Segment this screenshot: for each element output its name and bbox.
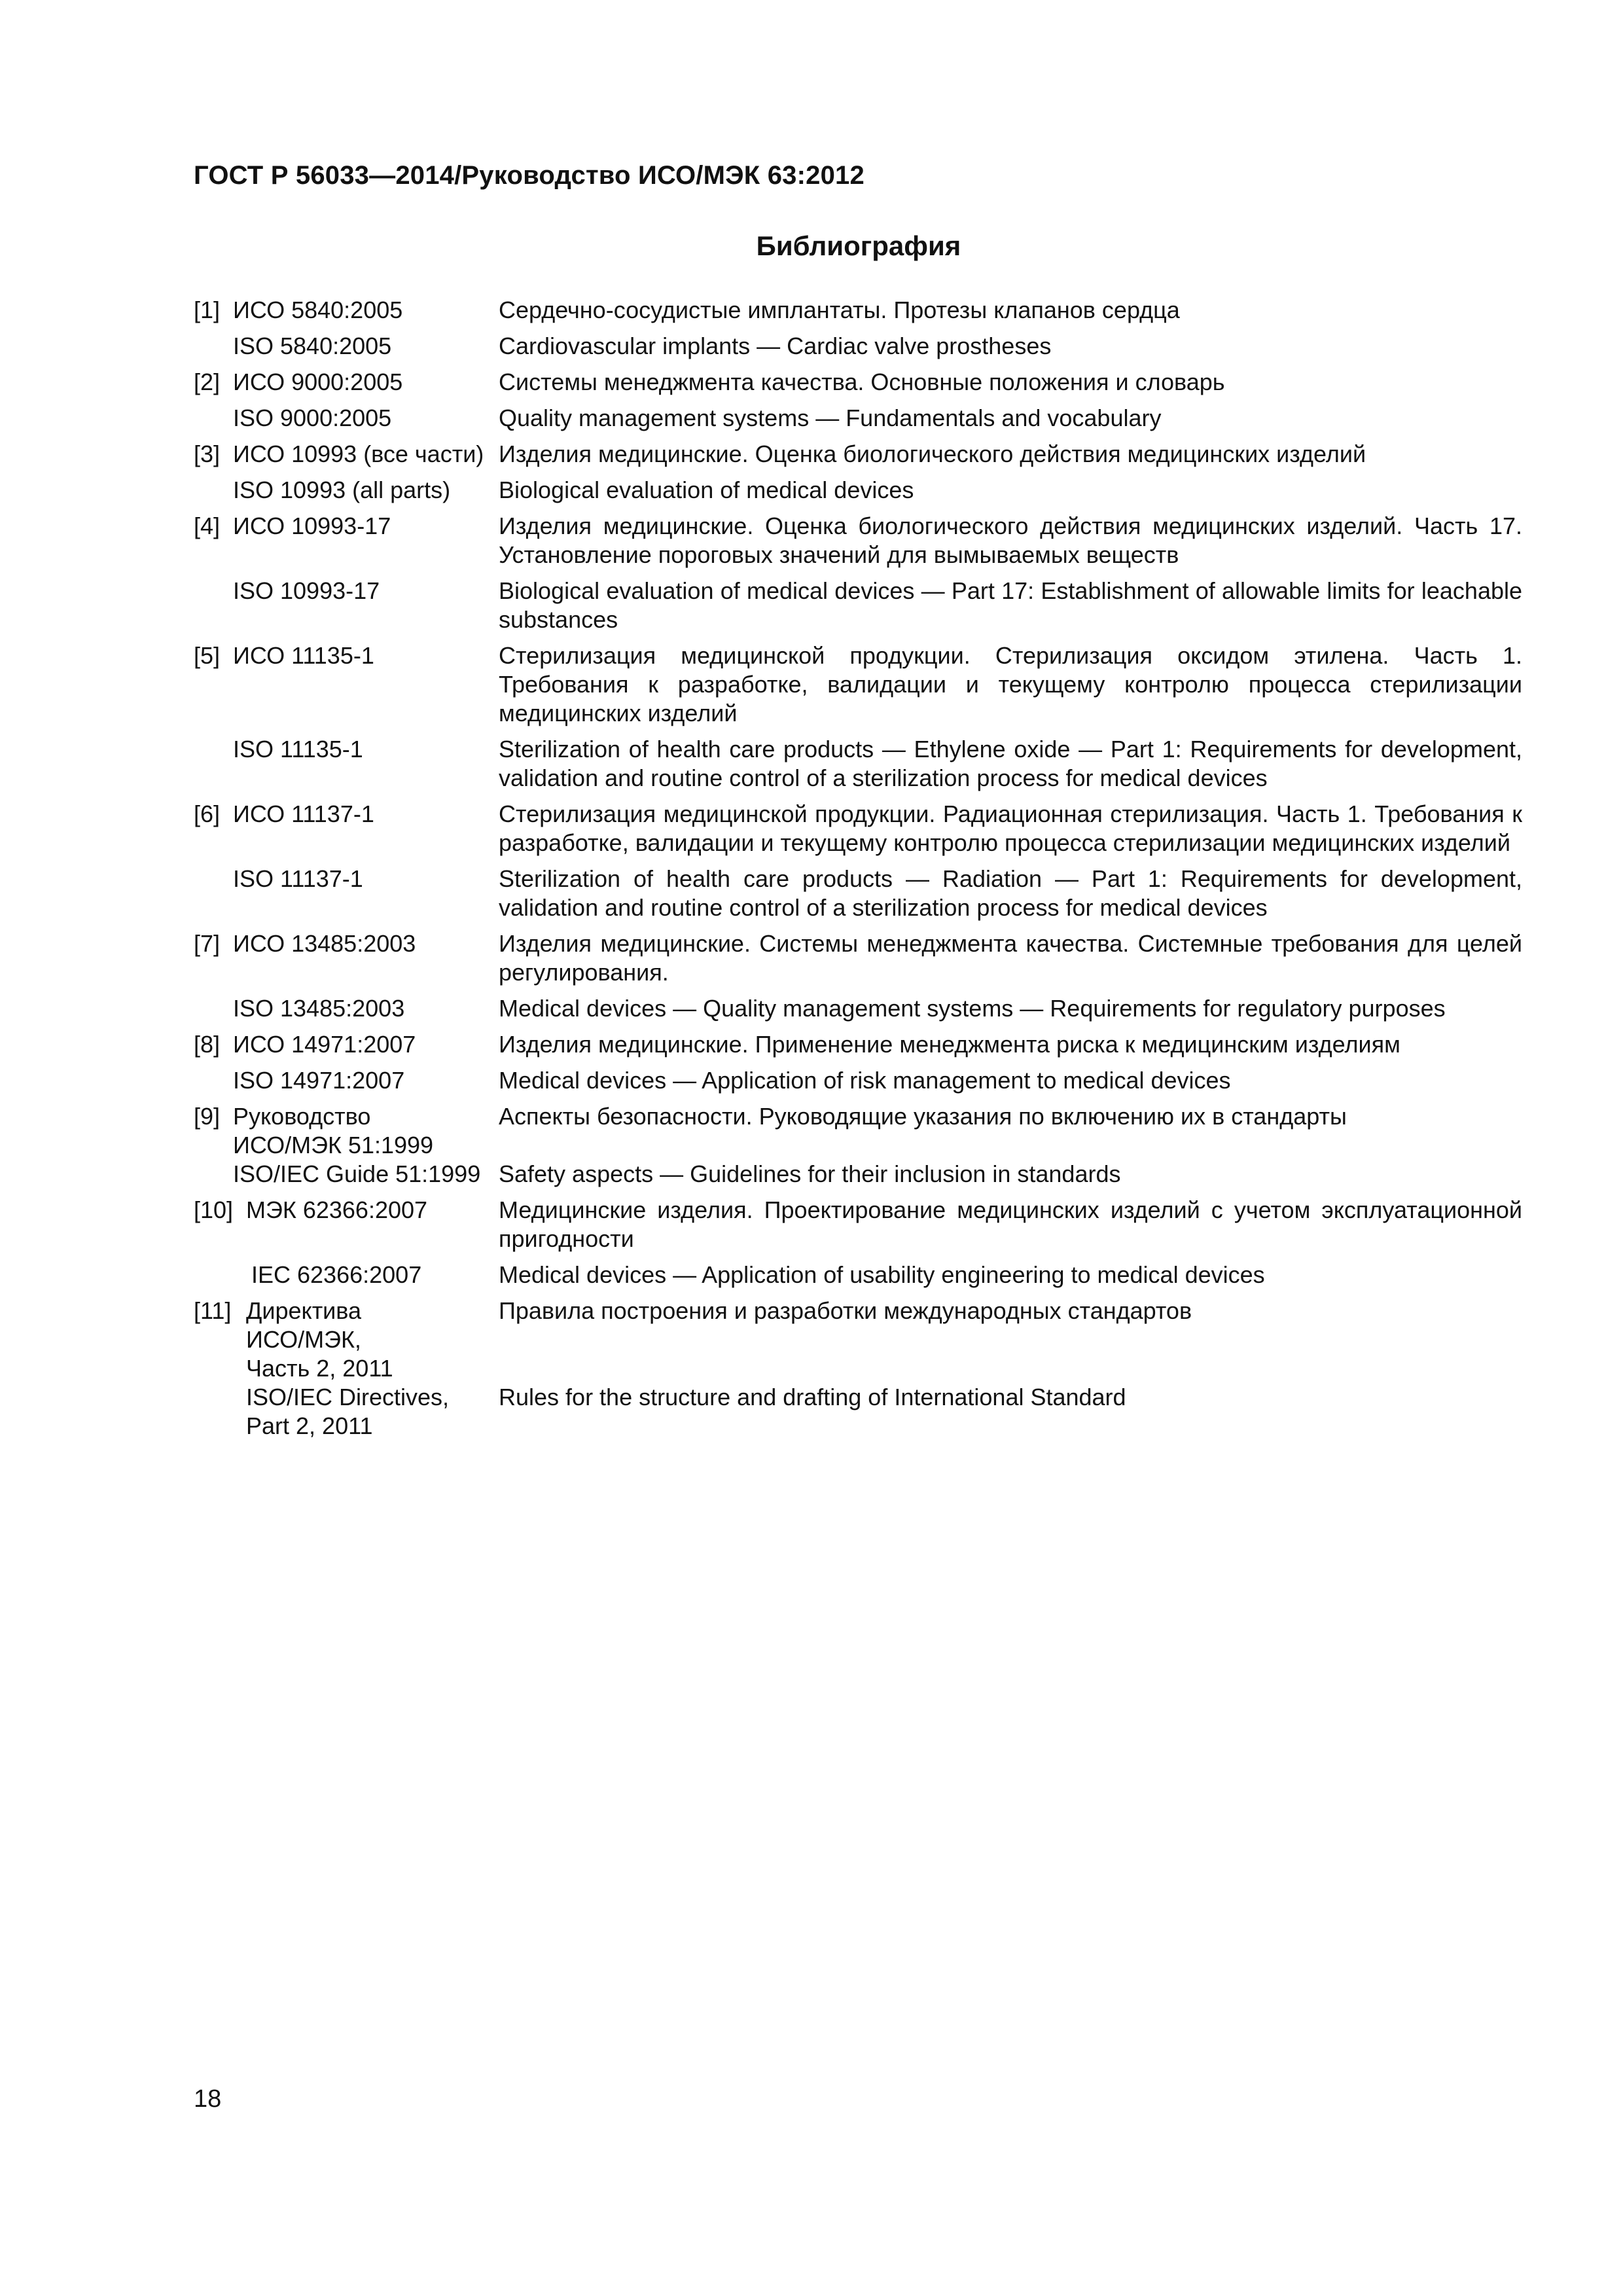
bib-entry-number: [3] — [194, 440, 221, 467]
bib-entry-number: [1] — [194, 296, 221, 323]
bib-entry-ru — [194, 641, 1522, 728]
bib-entry-ru — [194, 368, 1522, 397]
page-number: 18 — [194, 2085, 222, 2113]
bib-entry-number: [4] — [194, 512, 221, 539]
bib-entry-code-ru: ИСО 14971:2007 — [233, 1031, 416, 1058]
bib-entry-code-en: ISO 14971:2007 — [233, 1067, 405, 1094]
bib-entry-title-ru: Аспекты безопасности. Руководящие указания по включению их в стандарты — [499, 1103, 1347, 1130]
bib-entry-ru — [194, 512, 1522, 569]
bib-entry-ru — [194, 1196, 1522, 1253]
bib-entry-number: [8] — [194, 1031, 221, 1058]
bib-entry-title-en: Safety aspects — Guidelines for their inclusion in standards — [499, 1160, 1121, 1187]
bib-entry-ru — [194, 1102, 1522, 1160]
bib-entry-en — [194, 1261, 1522, 1289]
document-header: ГОСТ Р 56033—2014/Руководство ИСО/МЭК 63:2012 — [194, 161, 865, 190]
bib-entry-number: [10] — [194, 1196, 234, 1223]
bib-entry-ru — [194, 800, 1522, 857]
bib-entry-number: [5] — [194, 642, 221, 669]
bib-entry-number: [7] — [194, 930, 221, 957]
bibliography-list — [194, 296, 1522, 1448]
bib-entry-en — [194, 994, 1522, 1023]
bib-entry-title-en: Medical devices — Quality management systems — Requirements for regulatory purposes — [499, 995, 1446, 1022]
bib-entry-code-en: ISO 11135-1 — [233, 736, 363, 762]
bib-entry-title-ru: Изделия медицинские. Оценка биологического действия медицинских изделий. Часть 17. Установление пороговых значений для вымываемых веществ — [499, 512, 1522, 568]
bib-entry-en — [194, 865, 1522, 922]
bib-entry-number: [9] — [194, 1103, 221, 1130]
bib-entry-en — [194, 577, 1522, 634]
bib-entry-code-ru: Руководство ИСО/МЭК 51:1999 — [233, 1103, 434, 1158]
bib-entry-en — [194, 1066, 1522, 1095]
bib-entry-title-ru: Стерилизация медицинской продукции. Радиационная стерилизация. Часть 1. Требования к разработке, валидации и текущему контролю процесса стерилизации медицинских изделий — [499, 800, 1522, 856]
bib-entry-code-en: ISO/IEC Directives, Part 2, 2011 — [246, 1384, 450, 1439]
bib-entry-title-ru: Изделия медицинские. Применение менеджмента риска к медицинским изделиям — [499, 1031, 1400, 1058]
bib-entry-number: [2] — [194, 368, 221, 395]
bib-entry-title-en: Medical devices — Application of usability engineering to medical devices — [499, 1261, 1265, 1288]
bib-entry-code-ru: ИСО 10993 (все части) — [233, 440, 484, 467]
bib-entry-title-ru: Медицинские изделия. Проектирование медицинских изделий с учетом эксплуатационной пригодности — [499, 1196, 1522, 1252]
bib-entry-title-ru: Стерилизация медицинской продукции. Стерилизация оксидом этилена. Часть 1. Требования к разработке, валидации и текущему контролю процесса стерилизации медицинских изделий — [499, 642, 1522, 726]
bib-entry-ru — [194, 296, 1522, 325]
bib-entry-code-en: ISO/IEC Guide 51:1999 — [233, 1160, 481, 1187]
bib-entry-title-en: Cardiovascular implants — Cardiac valve prostheses — [499, 332, 1052, 359]
bib-entry-title-ru: Правила построения и разработки международных стандартов — [499, 1297, 1192, 1324]
bib-entry-code-en: ISO 5840:2005 — [233, 332, 392, 359]
bib-entry-code-en: ISO 10993-17 — [233, 577, 380, 604]
bib-entry-code-ru: ИСО 5840:2005 — [233, 296, 403, 323]
bib-entry-code-en: ISO 13485:2003 — [233, 995, 405, 1022]
bib-entry-title-ru: Изделия медицинские. Оценка биологического действия медицинских изделий — [499, 440, 1366, 467]
bib-entry-title-en: Sterilization of health care products — Radiation — Part 1: Requirements for development, validation and routine control of a sterilization process for medical devices — [499, 865, 1522, 921]
bib-entry-code-ru: ИСО 11135-1 — [233, 642, 374, 669]
bib-entry-ru — [194, 1297, 1522, 1383]
bib-entry-title-en: Biological evaluation of medical devices — Part 17: Establishment of allowable limits for leachable substances — [499, 577, 1522, 633]
bib-entry-number: [11] — [194, 1297, 232, 1324]
bib-entry-en — [194, 1160, 1522, 1189]
bib-entry-code-ru: ИСО 11137-1 — [233, 800, 374, 827]
bib-entry-title-en: Biological evaluation of medical devices — [499, 476, 914, 503]
bib-entry-code-ru: ИСО 13485:2003 — [233, 930, 416, 957]
bib-entry-code-ru: ИСО 10993-17 — [233, 512, 391, 539]
bib-entry-ru — [194, 929, 1522, 987]
bib-entry-code-ru: ИСО 9000:2005 — [233, 368, 403, 395]
bibliography-title: Библиография — [756, 230, 961, 261]
bib-entry-title-en: Medical devices — Application of risk management to medical devices — [499, 1067, 1231, 1094]
bib-entry-number: [6] — [194, 800, 221, 827]
bib-entry-code-en: ISO 11137-1 — [233, 865, 363, 892]
bib-entry-code-en: ISO 9000:2005 — [233, 404, 392, 431]
bib-entry-en — [194, 404, 1522, 433]
bib-entry-code-en: IEC 62366:2007 — [251, 1261, 422, 1288]
bib-entry-code-en: ISO 10993 (all parts) — [233, 476, 451, 503]
bib-entry-title-en: Sterilization of health care products — Ethylene oxide — Part 1: Requirements for development, validation and routine control of a sterilization process for medical devices — [499, 736, 1522, 791]
bib-entry-en — [194, 735, 1522, 793]
bib-entry-title-ru: Сердечно-сосудистые имплантаты. Протезы клапанов сердца — [499, 296, 1180, 323]
bib-entry-ru — [194, 440, 1522, 469]
bib-entry-en — [194, 332, 1522, 361]
bib-entry-title-en: Rules for the structure and drafting of International Standard — [499, 1384, 1126, 1410]
bib-entry-en — [194, 476, 1522, 505]
bib-entry-title-en: Quality management systems — Fundamentals and vocabulary — [499, 404, 1162, 431]
bib-entry-code-ru: МЭК 62366:2007 — [246, 1196, 428, 1223]
bib-entry-title-ru: Изделия медицинские. Системы менеджмента качества. Системные требования для целей регулирования. — [499, 930, 1522, 986]
bib-entry-en — [194, 1383, 1522, 1441]
bib-entry-title-ru: Системы менеджмента качества. Основные положения и словарь — [499, 368, 1225, 395]
bib-entry-ru — [194, 1030, 1522, 1059]
bib-entry-code-ru: Директива ИСО/МЭК, Часть 2, 2011 — [246, 1297, 393, 1382]
